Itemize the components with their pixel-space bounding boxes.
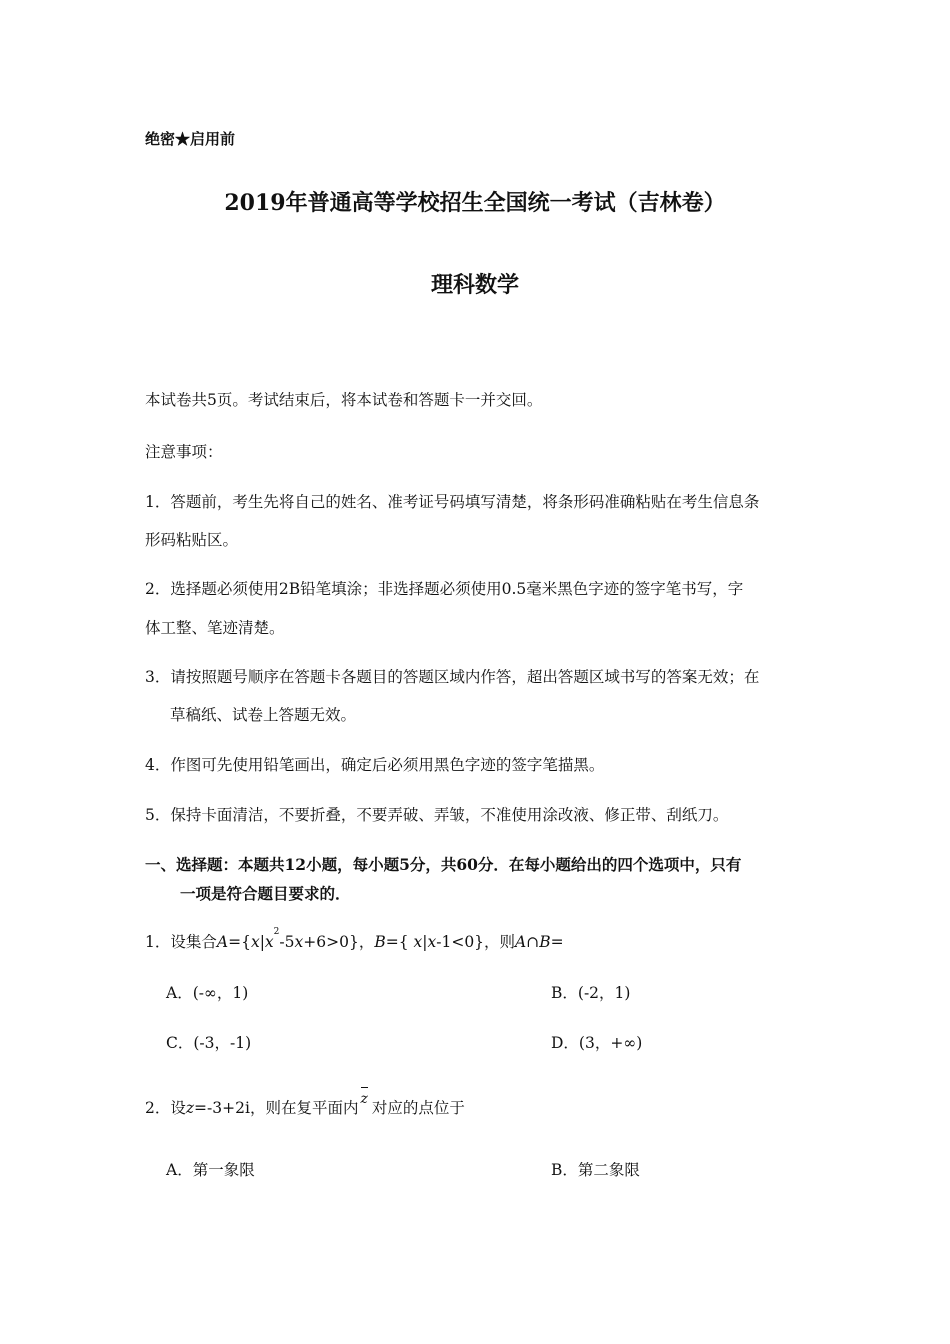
note-5: 5．保持卡面清洁，不要折叠，不要弄破、弄皱，不准使用涂改液、修正带、刮纸刀。	[145, 806, 729, 824]
note-3-line2: 草稿纸、试卷上答题无效。	[170, 706, 357, 724]
q1-option-d: D．(3，+∞)	[551, 1034, 643, 1052]
intro-text: 本试卷共5页。考试结束后，将本试卷和答题卡一并交回。	[145, 391, 543, 409]
section1-line2: 一项是符合题目要求的．	[180, 884, 351, 903]
q2-option-b: B．第二象限	[551, 1161, 640, 1179]
note-2-line1: 2．选择题必须使用2B铅笔填涂；非选择题必须使用0.5毫米黑色字迹的签字笔书写，字	[145, 580, 744, 598]
q1-option-a: A．(-∞，1)	[166, 984, 249, 1002]
section1-line1: 一、选择题：本题共12小题，每小题5分，共60分．在每小题给出的四个选项中，只有	[145, 855, 742, 874]
exam-subject: 理科数学	[430, 272, 519, 298]
question-2-stem: 2．设z=-3+2i，则在复平面内 z 对应的点位于	[145, 1091, 465, 1117]
note-3-line1: 3．请按照题号顺序在答题卡各题目的答题区域内作答，超出答题区域书写的答案无效；在	[145, 668, 760, 686]
q1-option-c: C．(-3，-1)	[166, 1034, 252, 1052]
note-1-line1: 1．答题前，考生先将自己的姓名、准考证号码填写清楚，将条形码准确粘贴在考生信息条	[145, 493, 760, 511]
question-1-stem: 1．设集合$A=\{x|x^2-5x+6>0\}$，B={ x|x-1<0}，则A∩B=	[145, 927, 564, 951]
exam-title: 2019年普通高等学校招生全国统一考试（吉林卷）	[224, 190, 726, 216]
note-4: 4．作图可先使用铅笔画出，确定后必须用黑色字迹的签字笔描黑。	[145, 756, 605, 774]
notes-heading: 注意事项：	[145, 443, 223, 461]
q2-option-a: A．第一象限	[166, 1161, 255, 1179]
q1-option-b: B．(-2，1)	[551, 984, 631, 1002]
z-conjugate: z	[360, 1091, 368, 1107]
note-2-line2: 体工整、笔迹清楚。	[145, 619, 285, 637]
note-1-line2: 形码粘贴区。	[145, 531, 239, 549]
confidential-label: 绝密★启用前	[145, 130, 236, 148]
